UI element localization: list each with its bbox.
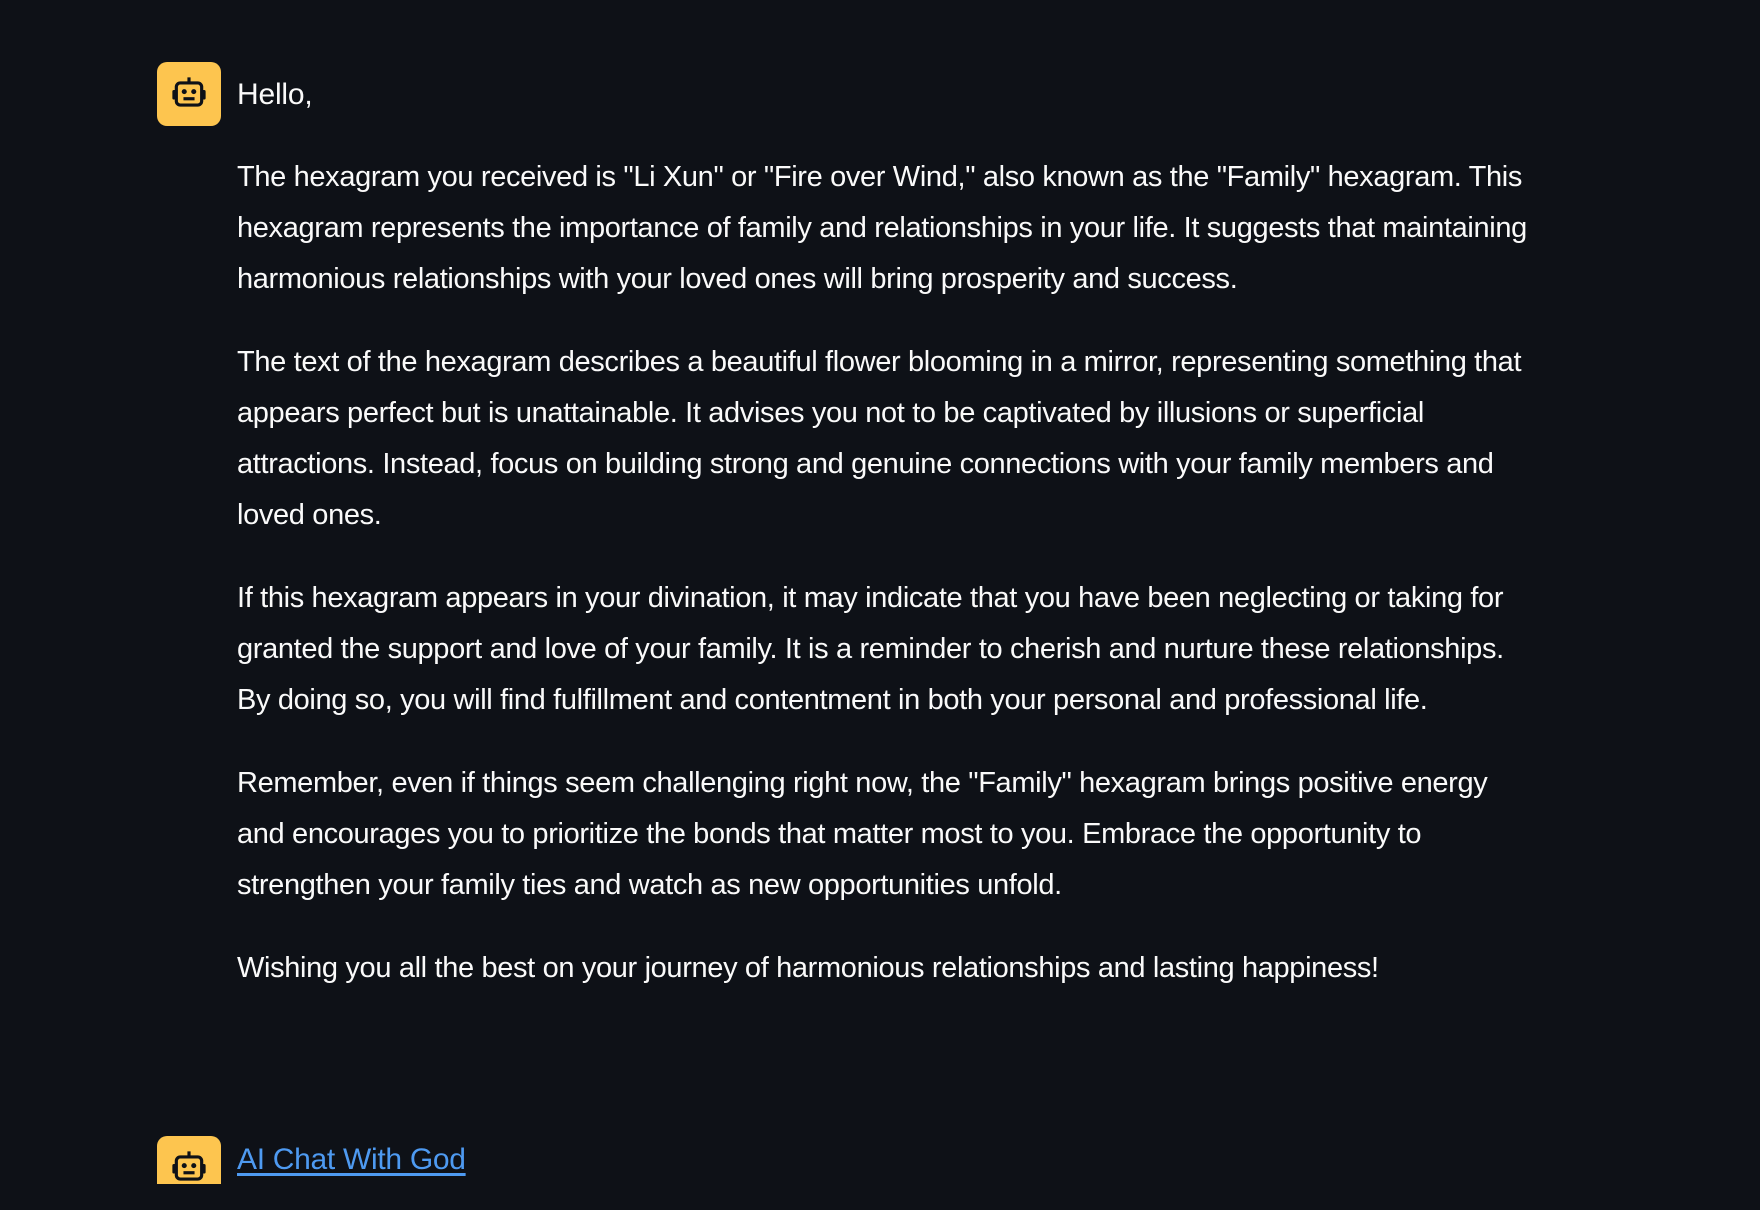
message-paragraph: If this hexagram appears in your divination, it may indicate that you have been neglecting or taking for granted the support and love of your family. It is a reminder to cherish and nurture these relationships. By doing so, you will find fulfillment and contentment in both your personal and professional life. (237, 582, 1504, 716)
message-greeting: Hello, (237, 78, 313, 111)
message-content (237, 62, 1537, 994)
assistant-avatar (157, 1136, 221, 1184)
ai-chat-with-god-link[interactable]: AI Chat With God (237, 1143, 466, 1176)
message-content (237, 1136, 1537, 1185)
message-paragraph: Remember, even if things seem challenging right now, the "Family" hexagram brings positive energy and encourages you to prioritize the bonds that matter most to you. Embrace the opportunity to strengthen your family ties and watch as new opportunities unfold. (237, 767, 1488, 901)
message-paragraph: The text of the hexagram describes a beautiful flower blooming in a mirror, representing something that appears perfect but is unattainable. It advises you not to be captivated by illusions or superficial attractions. Instead, focus on building strong and genuine connections with your family members and loved ones. (237, 346, 1522, 531)
message-paragraph: Wishing you all the best on your journey of harmonious relationships and lasting happiness! (237, 952, 1379, 984)
assistant-avatar (157, 62, 221, 126)
assistant-message (157, 1136, 1537, 1185)
robot-icon (170, 1149, 208, 1187)
assistant-message (157, 62, 1537, 994)
robot-icon (170, 75, 208, 113)
message-paragraph: The hexagram you received is "Li Xun" or "Fire over Wind," also known as the "Family" hexagram. This hexagram represents the importance of family and relationships in your life. It suggests that maintaining harmonious relationships with your loved ones will bring prosperity and success. (237, 161, 1527, 295)
